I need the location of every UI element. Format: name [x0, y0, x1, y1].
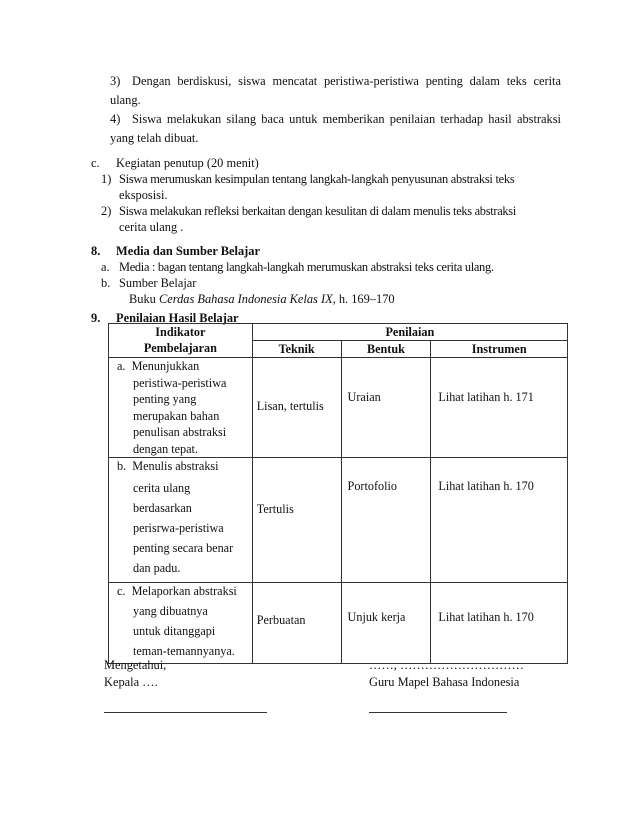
indikator-line: berdasarkan [133, 501, 192, 515]
indikator-line: peristiwa-peristiwa [133, 375, 227, 390]
step-number: 3) [110, 74, 121, 88]
step-text-line: cerita ulang . [119, 220, 184, 234]
indikator-first-line [117, 458, 252, 474]
indikator-first-line [117, 358, 252, 375]
step-text-line: eksposisi. [119, 188, 168, 202]
signature-left-line: Mengetahui, [104, 658, 167, 672]
signature-left-rule [104, 712, 267, 713]
step-text-line: Siswa melakukan silang baca untuk memberikan penilaian terhadap hasil abstraksi [132, 112, 561, 126]
section-title: Kegiatan penutup (20 menit) [116, 156, 259, 170]
indikator-line: penulisan abstraksi [133, 425, 227, 439]
section-title: Penilaian Hasil Belajar [116, 311, 239, 325]
step-text-line: Siswa merumuskan kesimpulan tentang langkah-langkah penyusunan abstraksi teks [119, 172, 515, 186]
header-indikator-line: Pembelajaran [143, 341, 217, 355]
indikator-text: Menunjukkan [131, 359, 200, 373]
indikator-line: merupakan bahan [133, 408, 220, 423]
indikator-text: Menulis abstraksi [132, 459, 219, 473]
book-prefix: Buku [129, 292, 159, 306]
header-instrumen: Instrumen [431, 341, 568, 358]
bentuk-cell: Unjuk kerja [341, 583, 431, 664]
bentuk-cell: Uraian [341, 358, 431, 458]
header-bentuk: Bentuk [341, 341, 431, 358]
table-row [109, 458, 568, 583]
step-number: 2) [101, 204, 112, 218]
book-reference [129, 291, 395, 307]
header-indikator-line: Indikator [155, 325, 206, 339]
teknik-cell: Perbuatan [252, 583, 341, 664]
instrumen-cell: Lihat latihan h. 171 [431, 358, 568, 458]
table-header-row [109, 324, 568, 341]
indikator-line: penting secara benar [133, 541, 234, 555]
step-text-line: Dengan berdiskusi, siswa mencatat peristiwa-peristiwa penting dalam teks cerita [132, 74, 561, 88]
book-title: Cerdas Bahasa Indonesia Kelas IX, [158, 292, 336, 306]
indikator-text: Melaporkan abstraksi [131, 584, 237, 598]
media-text: Media : bagan tentang langkah-langkah merumuskan abstraksi teks cerita ulang. [119, 260, 494, 274]
step-number: 4) [110, 112, 121, 126]
indikator-line: yang dibuatnya [133, 604, 208, 618]
teknik-cell: Lisan, tertulis [252, 358, 341, 458]
section-title: Media dan Sumber Belajar [116, 244, 260, 258]
signature-right-line: Guru Mapel Bahasa Indonesia [369, 675, 520, 689]
indikator-cell [109, 583, 253, 664]
bentuk-cell: Portofolio [341, 458, 431, 583]
indikator-line: untuk ditanggapi [133, 624, 216, 638]
signature-right-line: ……, ………………………… [369, 658, 524, 672]
instrumen-cell: Lihat latihan h. 170 [431, 458, 568, 583]
header-teknik: Teknik [252, 341, 341, 358]
section-number: 9. [91, 311, 101, 325]
indikator-cell [109, 358, 253, 458]
indikator-line: teman-temannyanya. [133, 644, 235, 658]
table-row [109, 583, 568, 664]
item-label: a. [101, 260, 110, 274]
indikator-line: dan padu. [133, 561, 181, 575]
assessment-table [108, 323, 568, 664]
step-text-line: ulang. [110, 93, 141, 107]
item-label: b. [101, 276, 111, 290]
step-text-line: Siswa melakukan refleksi berkaitan dengan kesulitan di dalam menulis teks abstraksi [119, 204, 516, 218]
section-number: 8. [91, 244, 101, 258]
book-pages: h. 169–170 [335, 292, 395, 306]
step-text-line: yang telah dibuat. [110, 131, 199, 145]
signature-left-line: Kepala …. [104, 675, 158, 689]
indikator-cell [109, 458, 253, 583]
indikator-label: a. [117, 359, 126, 373]
indikator-first-line [117, 583, 252, 599]
indikator-line: penting yang [133, 392, 197, 406]
indikator-line: perisrwa-peristiwa [133, 521, 224, 535]
table-row [109, 358, 568, 458]
instrumen-cell: Lihat latihan h. 170 [431, 583, 568, 664]
header-indikator [109, 324, 253, 358]
teknik-cell: Tertulis [252, 458, 341, 583]
signature-right-rule [369, 712, 507, 713]
section-label: c. [91, 156, 100, 170]
indikator-label: b. [117, 459, 127, 473]
sumber-belajar-text: Sumber Belajar [119, 276, 197, 290]
indikator-line: dengan tepat. [133, 441, 198, 456]
header-penilaian: Penilaian [252, 324, 567, 341]
indikator-label: c. [117, 584, 126, 598]
indikator-line: cerita ulang [133, 481, 191, 495]
step-number: 1) [101, 172, 112, 186]
